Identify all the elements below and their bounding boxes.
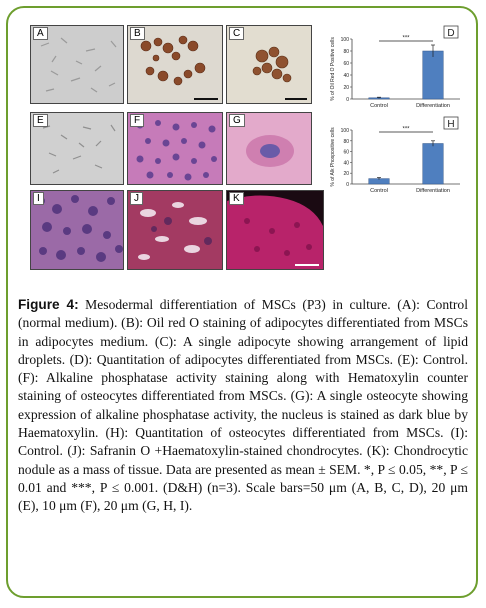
panel-label: B: [130, 27, 145, 40]
chart-panel-label: H: [447, 119, 455, 130]
y-tick-label: 20: [343, 85, 349, 91]
y-axis-label: % of Alk Phospositive cells: [330, 127, 336, 187]
caption-label: Figure 4:: [18, 297, 79, 312]
y-tick-label: 80: [343, 49, 349, 55]
micrograph-panel-g: [226, 112, 312, 185]
panel-label: A: [33, 27, 48, 40]
chart-h: [316, 116, 466, 198]
x-tick-label: Control: [370, 188, 388, 194]
y-tick-label: 0: [346, 97, 349, 103]
significance-label: ***: [402, 126, 410, 133]
y-tick-label: 60: [343, 149, 349, 156]
y-tick-label: 100: [340, 37, 349, 43]
y-axis-label: % of Oil Red O Positive cells: [330, 37, 336, 101]
panel-label: E: [33, 114, 48, 127]
x-tick-label: Control: [370, 103, 388, 109]
bar: [423, 51, 444, 99]
chart-d: [316, 25, 466, 113]
significance-label: ***: [402, 35, 410, 42]
micrograph-panel-f: [127, 112, 223, 185]
panel-label: K: [229, 192, 244, 205]
chart-panel-label: D: [447, 28, 455, 39]
y-tick-label: 0: [346, 182, 349, 188]
y-tick-label: 60: [343, 61, 349, 67]
bar: [423, 144, 444, 185]
panel-label: J: [130, 192, 143, 205]
micrograph-panel-b: [127, 25, 223, 104]
micrograph-panel-c: [226, 25, 312, 104]
micrograph-panel-e: [30, 112, 124, 185]
y-tick-label: 100: [340, 128, 349, 134]
x-tick-label: Differentiation: [416, 188, 450, 194]
micrograph-panel-j: [127, 190, 223, 270]
y-tick-label: 20: [343, 171, 349, 178]
x-tick-label: Differentiation: [416, 103, 450, 109]
y-tick-label: 40: [343, 73, 349, 79]
y-tick-label: 40: [343, 160, 349, 167]
y-tick-label: 80: [343, 138, 349, 145]
micrograph-panel-k: [226, 190, 324, 270]
panel-label: F: [130, 114, 144, 127]
micrograph-panel-a: [30, 25, 124, 104]
panel-label: G: [229, 114, 245, 127]
caption-text: Mesodermal differentiation of MSCs (P3) in culture. (A): Control (normal medium). (B): Oil red O staining of adipocytes differentiated from MSCs in adipocytes medium. (C): A single adipocyte showing arrangement of lipid droplets. (D): Quantitation of adipocytes differentiated from MSCs. (E): Control. (F): Alkaline phosphatase activity staining along with Hematoxylin counter staining of osteocytes differentiated from MSCs. (G): A single osteocyte showing expression of alkaline phosphatase activity, the nucleus is stained as dark blue by Haematoxylin. (H): Quantitation of osteocytes differentiated from MSCs. (I): Control. (J): Safranin O +Haematoxylin-stained chondrocytes. (K): Chondrocytic nodule as a mass of tissue. Data are presented as mean ± SEM. *, P ≤ 0.05, **, P ≤ 0.01 and ***, P ≤ 0.001. (D&H) (n=3). Scale bars=50 μm (A, B, C, D), 20 μm (E), 10 μm (F), 20 μm (G, H, I).: [18, 297, 468, 514]
micrograph-panel-i: [30, 190, 124, 270]
panel-label: C: [229, 27, 244, 40]
panel-label: I: [33, 192, 44, 205]
figure-caption: [18, 296, 468, 516]
micrograph-i-image: [31, 191, 124, 270]
